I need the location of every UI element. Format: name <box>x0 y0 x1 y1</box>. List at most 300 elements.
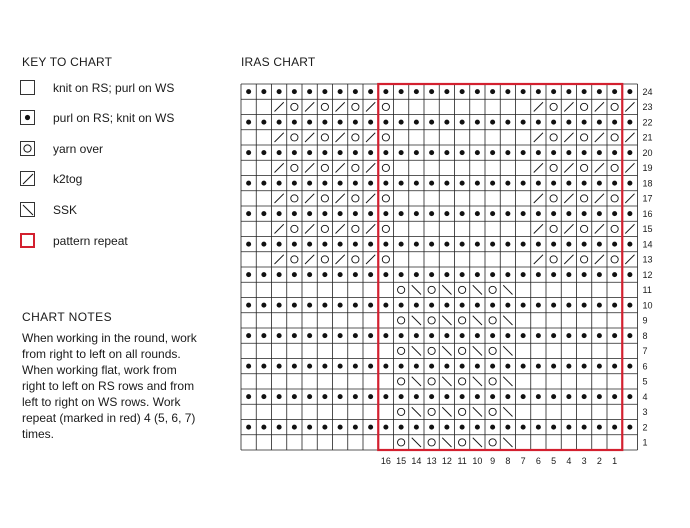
purl-stitch-icon <box>429 364 434 369</box>
purl-stitch-icon <box>307 211 312 216</box>
yarn-over-stitch-icon <box>291 225 298 232</box>
purl-stitch-icon <box>612 272 617 277</box>
purl-stitch-icon <box>338 364 343 369</box>
purl-stitch-icon <box>551 89 556 94</box>
yarn-over-stitch-icon <box>291 164 298 171</box>
ssk-stitch-icon <box>442 285 451 294</box>
yarn-over-stitch-icon <box>581 134 588 141</box>
yarn-over-stitch-icon <box>321 164 328 171</box>
purl-stitch-icon <box>353 394 358 399</box>
ssk-stitch-icon <box>503 346 512 355</box>
purl-stitch-icon <box>353 425 358 430</box>
yarn-over-stitch-icon <box>321 103 328 110</box>
purl-stitch-icon <box>292 333 297 338</box>
purl-stitch-icon <box>566 150 571 155</box>
purl-stitch-icon <box>582 333 587 338</box>
yarn-over-stitch-icon <box>489 378 496 385</box>
yarn-over-stitch-icon <box>428 408 435 415</box>
column-number: 7 <box>520 456 526 466</box>
purl-stitch-icon <box>292 89 297 94</box>
purl-stitch-icon <box>490 89 495 94</box>
purl-stitch-icon <box>368 211 373 216</box>
purl-stitch-icon <box>414 394 419 399</box>
purl-stitch-icon <box>505 394 510 399</box>
purl-stitch-icon <box>338 89 343 94</box>
ssk-stitch-icon <box>412 377 421 386</box>
purl-stitch-icon <box>612 89 617 94</box>
purl-stitch-icon <box>505 242 510 247</box>
k2tog-stitch-icon <box>305 255 314 264</box>
purl-stitch-icon <box>536 303 541 308</box>
purl-stitch-icon <box>627 364 632 369</box>
purl-stitch-icon <box>338 303 343 308</box>
purl-stitch-icon <box>566 181 571 186</box>
row-number: 20 <box>642 147 653 158</box>
yarn-over-stitch-icon <box>352 256 359 263</box>
purl-stitch-icon <box>551 211 556 216</box>
purl-stitch-icon <box>475 364 480 369</box>
row-number: 8 <box>642 330 648 341</box>
purl-stitch-icon <box>582 272 587 277</box>
yarn-over-stitch-icon <box>581 195 588 202</box>
purl-stitch-icon <box>246 272 251 277</box>
purl-stitch-icon <box>536 211 541 216</box>
purl-stitch-icon <box>597 89 602 94</box>
purl-stitch-icon <box>338 425 343 430</box>
purl-stitch-icon <box>612 364 617 369</box>
purl-stitch-icon <box>475 272 480 277</box>
yarn-over-stitch-icon <box>550 103 557 110</box>
purl-stitch-icon <box>536 333 541 338</box>
purl-stitch-icon <box>582 211 587 216</box>
purl-stitch-icon <box>261 425 266 430</box>
purl-stitch-icon <box>536 120 541 125</box>
purl-stitch-icon <box>429 120 434 125</box>
yarn-over-stitch-icon <box>428 286 435 293</box>
purl-stitch-icon <box>627 303 632 308</box>
yarn-over-stitch-icon <box>489 347 496 354</box>
purl-stitch-icon <box>399 89 404 94</box>
purl-stitch-icon <box>521 181 526 186</box>
purl-stitch-icon <box>582 150 587 155</box>
k2tog-stitch-icon <box>625 133 634 142</box>
purl-stitch-icon <box>627 394 632 399</box>
yarn-over-stitch-icon <box>550 256 557 263</box>
purl-stitch-icon <box>399 303 404 308</box>
purl-stitch-icon <box>521 303 526 308</box>
yarn-over-stitch-icon <box>428 347 435 354</box>
purl-stitch-icon <box>612 242 617 247</box>
purl-stitch-icon <box>566 303 571 308</box>
purl-stitch-icon <box>566 89 571 94</box>
purl-stitch-icon <box>627 150 632 155</box>
purl-stitch-icon <box>368 303 373 308</box>
key-title: KEY TO CHART <box>22 55 113 69</box>
purl-stitch-icon <box>261 303 266 308</box>
purl-stitch-icon <box>399 120 404 125</box>
column-number: 10 <box>472 456 483 466</box>
purl-stitch-icon <box>627 181 632 186</box>
yarn-over-stitch-icon <box>550 164 557 171</box>
purl-stitch-icon <box>307 333 312 338</box>
purl-stitch-icon <box>460 211 465 216</box>
purl-stitch-icon <box>444 394 449 399</box>
purl-stitch-icon <box>368 333 373 338</box>
purl-stitch-icon <box>414 89 419 94</box>
purl-stitch-icon <box>521 120 526 125</box>
purl-stitch-icon <box>322 272 327 277</box>
purl-stitch-icon <box>322 394 327 399</box>
yarn-over-stitch-icon <box>352 164 359 171</box>
purl-stitch-icon <box>429 211 434 216</box>
purl-stitch-icon <box>368 425 373 430</box>
purl-stitch-icon <box>566 364 571 369</box>
purl-stitch-icon <box>490 272 495 277</box>
k2tog-stitch-icon <box>534 255 543 264</box>
k2tog-stitch-icon <box>305 133 314 142</box>
purl-stitch-icon <box>246 89 251 94</box>
purl-stitch-icon <box>490 120 495 125</box>
purl-stitch-icon <box>444 89 449 94</box>
k2tog-stitch-icon <box>595 133 604 142</box>
k2tog-stitch-icon <box>305 163 314 172</box>
yarn-over-stitch-icon <box>382 195 389 202</box>
purl-stitch-icon <box>521 394 526 399</box>
k2tog-stitch-icon <box>534 133 543 142</box>
purl-stitch-icon <box>261 333 266 338</box>
yarn-over-stitch-icon <box>581 103 588 110</box>
column-number: 8 <box>505 456 511 466</box>
purl-stitch-icon <box>612 333 617 338</box>
purl-stitch-icon <box>475 89 480 94</box>
purl-stitch-icon <box>338 333 343 338</box>
purl-stitch-icon <box>536 272 541 277</box>
purl-stitch-icon <box>551 364 556 369</box>
k2tog-stitch-icon <box>534 194 543 203</box>
purl-stitch-icon <box>292 120 297 125</box>
row-number: 14 <box>642 239 653 250</box>
purl-stitch-icon <box>505 303 510 308</box>
purl-stitch-icon <box>505 333 510 338</box>
yarn-over-stitch-icon <box>581 164 588 171</box>
row-number: 1 <box>642 437 648 448</box>
purl-stitch-icon <box>307 150 312 155</box>
row-number: 4 <box>642 391 648 402</box>
purl-stitch-icon <box>475 394 480 399</box>
k2tog-stitch-icon <box>366 133 375 142</box>
chart-notes-body: When working in the round, work from right to left on all rounds. When working flat, work from right to left on RS rows and from left to right on WS rows. Work repeat (marked in red) 4 (5, 6, 7) times. <box>22 331 197 441</box>
purl-stitch-icon <box>627 211 632 216</box>
row-number: 7 <box>642 346 648 357</box>
purl-stitch-icon <box>612 211 617 216</box>
purl-stitch-icon <box>246 333 251 338</box>
purl-stitch-icon <box>277 303 282 308</box>
ssk-stitch-icon <box>442 316 451 325</box>
column-number: 3 <box>581 456 587 466</box>
yarn-over-stitch-icon <box>398 408 405 415</box>
yarn-over-stitch-icon <box>398 347 405 354</box>
row-number: 12 <box>642 269 653 280</box>
column-number: 15 <box>396 456 407 466</box>
purl-stitch-icon <box>490 242 495 247</box>
k2tog-stitch-icon <box>534 102 543 111</box>
purl-stitch-icon <box>505 120 510 125</box>
chart-title: IRAS CHART <box>241 55 316 69</box>
yarn-over-stitch-icon <box>459 347 466 354</box>
yarn-over-stitch-icon <box>459 439 466 446</box>
purl-stitch-icon <box>383 242 388 247</box>
purl-stitch-icon <box>490 364 495 369</box>
ssk-stitch-icon <box>442 438 451 447</box>
row-number: 15 <box>642 224 653 235</box>
yarn-over-stitch-icon <box>459 408 466 415</box>
purl-stitch-icon <box>399 425 404 430</box>
purl-stitch-icon <box>383 211 388 216</box>
purl-stitch-icon <box>566 333 571 338</box>
purl-stitch-icon <box>246 364 251 369</box>
row-number: 5 <box>642 376 648 387</box>
purl-stitch-icon <box>338 181 343 186</box>
column-number: 4 <box>566 456 572 466</box>
purl-stitch-icon <box>521 150 526 155</box>
purl-stitch-icon <box>551 394 556 399</box>
purl-stitch-icon <box>490 150 495 155</box>
yarn-over-stitch-icon <box>459 286 466 293</box>
k2tog-stitch-icon <box>534 224 543 233</box>
column-number: 5 <box>551 456 557 466</box>
purl-stitch-icon <box>475 211 480 216</box>
purl-stitch-icon <box>353 242 358 247</box>
purl-stitch-icon <box>612 120 617 125</box>
ssk-stitch-icon <box>412 285 421 294</box>
k2tog-stitch-icon <box>366 224 375 233</box>
purl-stitch-icon <box>338 272 343 277</box>
purl-stitch-icon <box>627 272 632 277</box>
k2tog-stitch-icon <box>625 102 634 111</box>
purl-stitch-icon <box>399 211 404 216</box>
yarn-over-stitch-icon <box>489 439 496 446</box>
yarn-over-stitch-icon <box>291 256 298 263</box>
purl-stitch-icon <box>505 425 510 430</box>
k2tog-stitch-icon <box>625 255 634 264</box>
yarn-over-stitch-icon <box>398 378 405 385</box>
purl-stitch-icon <box>399 181 404 186</box>
ssk-stitch-icon <box>473 346 482 355</box>
k2tog-stitch-icon <box>625 194 634 203</box>
purl-stitch-icon <box>368 242 373 247</box>
purl-stitch-icon <box>521 333 526 338</box>
k2tog-stitch-icon <box>564 133 573 142</box>
purl-stitch-icon <box>444 211 449 216</box>
purl-stitch-icon <box>338 211 343 216</box>
ssk-stitch-icon <box>412 316 421 325</box>
purl-stitch-icon <box>414 242 419 247</box>
k2tog-stitch-icon <box>564 163 573 172</box>
purl-stitch-icon <box>475 150 480 155</box>
yarn-over-stitch-icon <box>398 439 405 446</box>
purl-stitch-icon <box>444 364 449 369</box>
purl-stitch-icon <box>277 425 282 430</box>
yarn-over-stitch-icon <box>428 317 435 324</box>
purl-stitch-icon <box>307 303 312 308</box>
purl-stitch-icon <box>383 364 388 369</box>
k2tog-stitch-icon <box>275 102 284 111</box>
purl-stitch-icon <box>536 89 541 94</box>
yarn-over-stitch-icon <box>611 195 618 202</box>
purl-stitch-icon <box>566 242 571 247</box>
ssk-stitch-icon <box>503 407 512 416</box>
ssk-stitch-icon <box>503 377 512 386</box>
purl-stitch-icon <box>353 272 358 277</box>
purl-stitch-icon <box>414 364 419 369</box>
purl-stitch-icon <box>383 394 388 399</box>
purl-stitch-icon <box>383 425 388 430</box>
purl-stitch-icon <box>612 150 617 155</box>
row-number: 17 <box>642 193 653 204</box>
k2tog-stitch-icon <box>275 224 284 233</box>
purl-stitch-icon <box>292 181 297 186</box>
purl-stitch-icon <box>551 181 556 186</box>
k2tog-stitch-icon <box>336 194 345 203</box>
purl-stitch-icon <box>277 364 282 369</box>
k2tog-stitch-icon <box>305 194 314 203</box>
yarn-over-stitch-icon <box>489 408 496 415</box>
purl-stitch-icon <box>307 425 312 430</box>
ssk-stitch-icon <box>473 285 482 294</box>
k2tog-stitch-icon <box>305 102 314 111</box>
row-number: 10 <box>642 300 653 311</box>
yarn-over-stitch-icon <box>611 103 618 110</box>
ssk-stitch-icon <box>503 438 512 447</box>
purl-stitch-icon <box>246 242 251 247</box>
k2tog-stitch-icon <box>625 163 634 172</box>
purl-stitch-icon <box>368 120 373 125</box>
purl-stitch-icon <box>460 425 465 430</box>
k2tog-stitch-icon <box>366 163 375 172</box>
yarn-over-stitch-icon <box>489 317 496 324</box>
k2tog-stitch-icon <box>564 194 573 203</box>
yarn-over-stitch-icon <box>291 134 298 141</box>
purl-stitch-icon <box>338 242 343 247</box>
purl-stitch-icon <box>490 181 495 186</box>
purl-stitch-icon <box>505 150 510 155</box>
purl-stitch-icon <box>444 120 449 125</box>
ssk-stitch-icon <box>442 346 451 355</box>
yarn-over-stitch-icon <box>352 195 359 202</box>
yarn-over-stitch-icon <box>459 378 466 385</box>
purl-stitch-icon <box>444 303 449 308</box>
yarn-over-stitch-icon <box>611 256 618 263</box>
k2tog-stitch-icon <box>564 224 573 233</box>
row-number: 21 <box>642 132 653 143</box>
purl-stitch-icon <box>475 242 480 247</box>
purl-stitch-icon <box>475 120 480 125</box>
purl-stitch-icon <box>322 89 327 94</box>
purl-stitch-icon <box>414 181 419 186</box>
yarn-over-stitch-icon <box>398 286 405 293</box>
purl-stitch-icon <box>597 394 602 399</box>
purl-stitch-icon <box>383 181 388 186</box>
purl-stitch-icon <box>322 364 327 369</box>
purl-stitch-icon <box>353 303 358 308</box>
purl-stitch-icon <box>460 303 465 308</box>
purl-stitch-icon <box>612 425 617 430</box>
purl-stitch-icon <box>475 181 480 186</box>
purl-stitch-icon <box>597 364 602 369</box>
purl-stitch-icon <box>597 333 602 338</box>
row-number: 13 <box>642 254 653 265</box>
purl-stitch-icon <box>307 272 312 277</box>
purl-stitch-icon <box>353 120 358 125</box>
key-label-knit: knit on RS; purl on WS <box>53 81 175 95</box>
purl-stitch-icon <box>353 89 358 94</box>
column-number: 1 <box>612 456 618 466</box>
yarn-over-stitch-icon <box>550 134 557 141</box>
k2tog-stitch-icon <box>336 255 345 264</box>
purl-stitch-icon <box>582 364 587 369</box>
k2tog-stitch-icon <box>564 255 573 264</box>
purl-stitch-icon <box>444 181 449 186</box>
k2tog-stitch-icon <box>336 224 345 233</box>
purl-stitch-icon <box>277 272 282 277</box>
ssk-stitch-icon <box>473 438 482 447</box>
purl-stitch-icon <box>322 181 327 186</box>
purl-stitch-icon <box>490 425 495 430</box>
purl-stitch-icon <box>566 120 571 125</box>
purl-stitch-icon <box>597 120 602 125</box>
purl-stitch-icon <box>307 394 312 399</box>
purl-stitch-icon <box>566 394 571 399</box>
purl-stitch-icon <box>414 303 419 308</box>
purl-stitch-icon <box>460 364 465 369</box>
purl-stitch-icon <box>292 394 297 399</box>
purl-stitch-icon <box>414 272 419 277</box>
purl-stitch-icon <box>246 211 251 216</box>
yarn-over-stitch-icon <box>428 378 435 385</box>
purl-stitch-icon <box>246 120 251 125</box>
yarn-over-stitch-icon <box>291 195 298 202</box>
key-label-ssk: SSK <box>53 203 78 217</box>
row-number: 23 <box>642 102 653 113</box>
purl-stitch-icon <box>292 425 297 430</box>
yarn-over-stitch-icon <box>352 134 359 141</box>
yarn-over-stitch-icon <box>321 256 328 263</box>
purl-stitch-icon <box>261 242 266 247</box>
k2tog-stitch-icon <box>336 163 345 172</box>
ssk-stitch-icon <box>473 407 482 416</box>
yarn-over-stitch-icon <box>581 225 588 232</box>
purl-stitch-icon <box>399 150 404 155</box>
column-number: 14 <box>411 456 422 466</box>
key-label-purl: purl on RS; knit on WS <box>53 111 175 125</box>
purl-stitch-icon <box>521 242 526 247</box>
yarn-over-stitch-icon <box>382 256 389 263</box>
column-number: 9 <box>490 456 496 466</box>
purl-stitch-icon <box>475 333 480 338</box>
k2tog-stitch-icon <box>275 194 284 203</box>
purl-stitch-icon <box>368 89 373 94</box>
purl-stitch-icon <box>627 333 632 338</box>
purl-stitch-icon <box>551 425 556 430</box>
yarn-over-stitch-icon <box>428 439 435 446</box>
column-number: 16 <box>380 456 391 466</box>
purl-stitch-icon <box>429 181 434 186</box>
key-label-k2tog: k2tog <box>53 172 83 186</box>
purl-stitch-icon <box>399 333 404 338</box>
purl-stitch-icon <box>460 333 465 338</box>
k2tog-stitch-icon <box>336 133 345 142</box>
purl-stitch-icon <box>444 425 449 430</box>
